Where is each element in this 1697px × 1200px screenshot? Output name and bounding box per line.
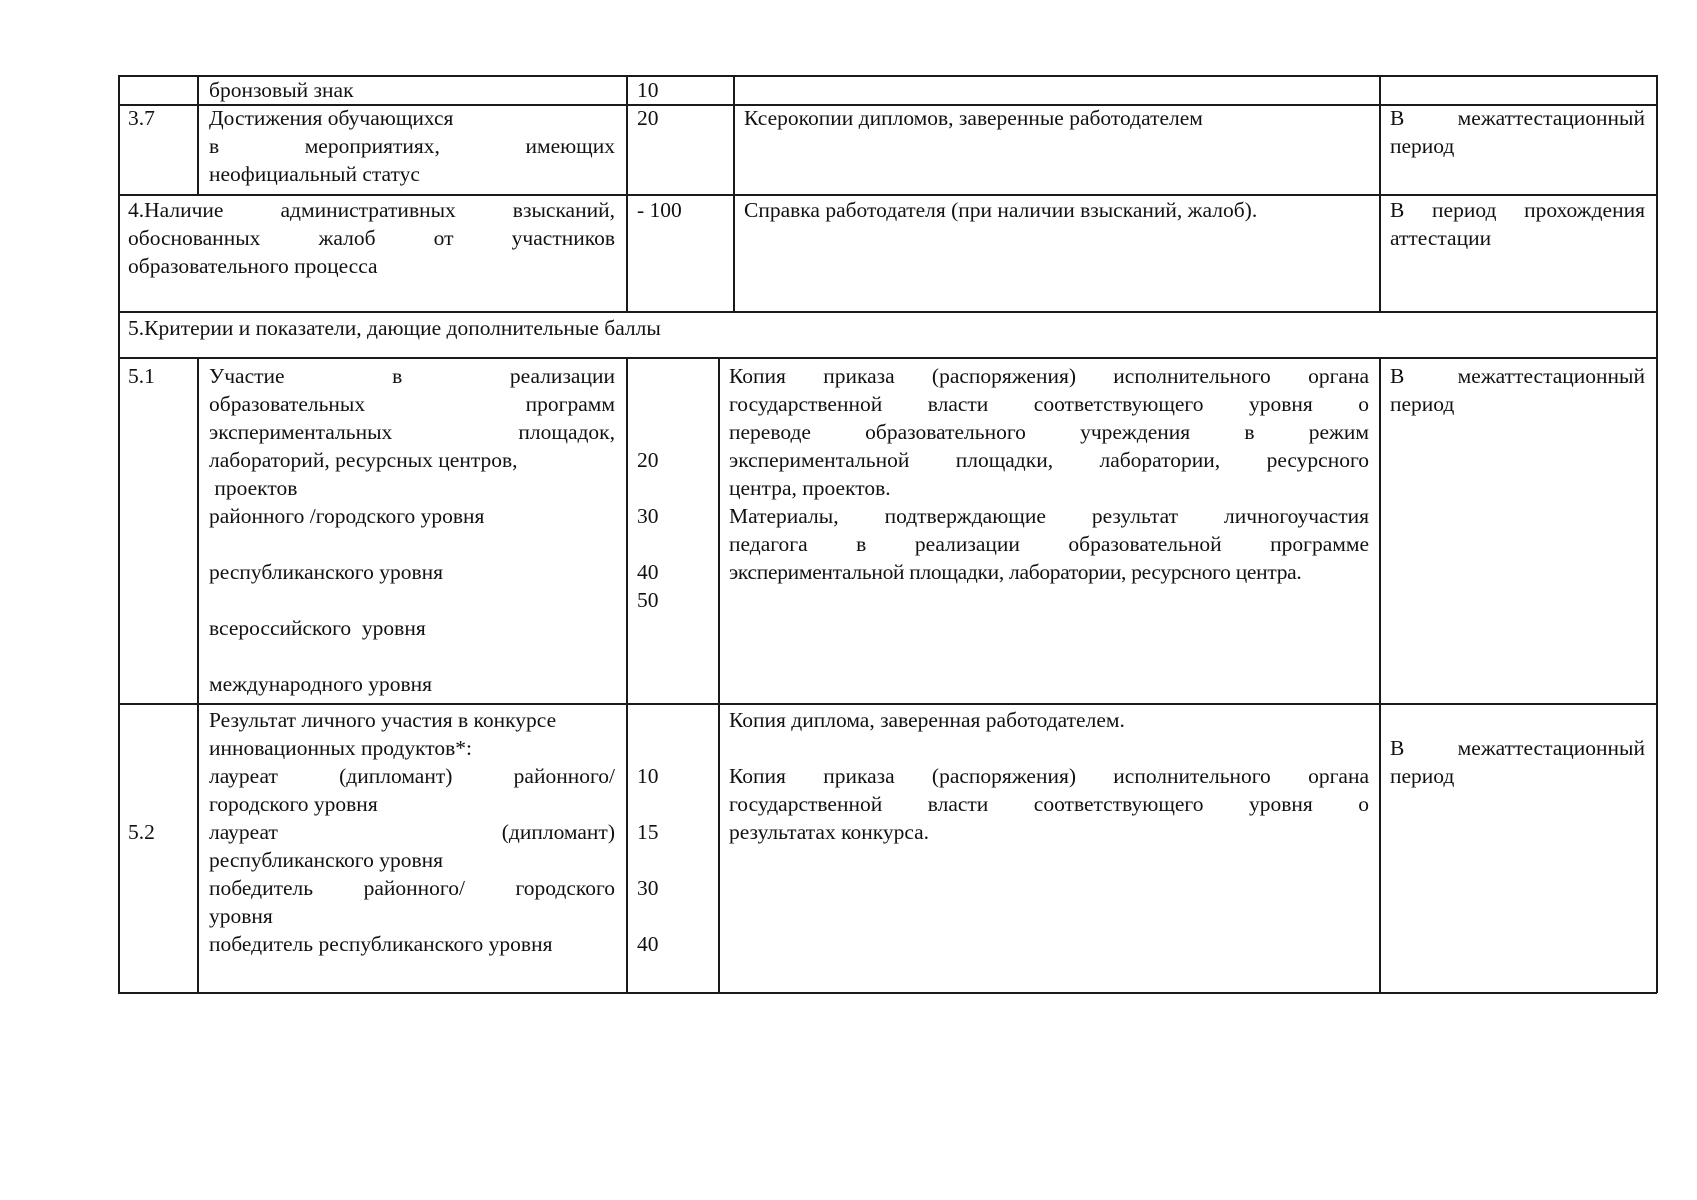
criterion-line: Результат личного участия в конкурсе — [209, 708, 557, 732]
cell-points: 10 — [637, 78, 659, 102]
criterion-line: Достижения обучающихся — [209, 106, 454, 130]
cell-evidence: Справка работодателя (при наличии взысканий, жалоб). — [744, 198, 1258, 222]
table-border — [197, 75, 199, 195]
criterion-line: всероссийского уровня — [209, 616, 426, 640]
cell-evidence — [729, 706, 1369, 846]
criterion-line: международного уровня — [209, 672, 433, 696]
cell-evidence — [729, 362, 1369, 586]
criterion-line: республиканского уровня — [209, 560, 444, 584]
criterion-line: городского уровня — [209, 792, 378, 816]
cell-period — [1390, 734, 1645, 790]
evidence-line: государственной власти соответствующего уровня о — [729, 392, 1369, 416]
period-line: В межаттестационный — [1390, 106, 1645, 130]
criterion-line: уровня — [209, 904, 273, 928]
criterion-line: Участие в реализации — [209, 364, 615, 388]
cell-number: 5.1 — [128, 364, 155, 388]
criterion-line — [209, 530, 615, 558]
table-border — [1656, 75, 1658, 993]
evidence-line: результатах конкурса. — [729, 820, 930, 844]
cell-criterion: бронзовый знак — [209, 78, 354, 102]
criterion-line: республиканского уровня — [209, 848, 444, 872]
evidence-line: государственной власти соответствующего уровня о — [729, 792, 1369, 816]
criterion-line — [209, 586, 615, 614]
criterion-line: победитель республиканского уровня — [209, 932, 553, 956]
cell-period — [1390, 196, 1645, 252]
criterion-line: в мероприятиях, имеющих — [209, 134, 615, 158]
cell-points: - 100 — [637, 198, 682, 222]
section-header: 5.Критерии и показатели, дающие дополнительные баллы — [128, 316, 661, 340]
period-line: период — [1390, 134, 1455, 158]
evidence-line: Копия приказа (распоряжения) исполнительного органа — [729, 764, 1369, 788]
table-border — [118, 992, 1657, 994]
table-border — [626, 357, 628, 993]
criterion-line: лабораторий, ресурсных центров, — [209, 448, 518, 472]
cell-criterion — [209, 706, 615, 958]
table-border — [118, 311, 1657, 313]
evidence-line: Копия приказа (распоряжения) исполнительного органа — [729, 364, 1369, 388]
evidence-line: переводе образовательного учреждения в режим — [729, 420, 1369, 444]
table-border — [1379, 75, 1381, 312]
criterion-line: неофициальный статус — [209, 162, 420, 186]
cell-points: 30 — [637, 504, 659, 528]
cell-number: 3.7 — [128, 106, 155, 130]
table-border — [718, 357, 720, 993]
cell-criterion — [209, 362, 615, 698]
criterion-line: инновационных продуктов*: — [209, 736, 472, 760]
cell-points: 50 — [637, 588, 659, 612]
table-border — [626, 75, 628, 312]
table-border — [733, 75, 735, 312]
table-border — [118, 357, 1657, 359]
cell-period — [1390, 362, 1645, 418]
criterion-line: лауреат (дипломант) — [209, 820, 615, 844]
table-border — [197, 357, 199, 993]
criterion-line: образовательных программ — [209, 392, 615, 416]
cell-points: 10 — [637, 764, 659, 788]
evidence-line — [729, 734, 1369, 762]
criterion-line: обоснованных жалоб от участников — [128, 226, 615, 250]
criterion-line: 4.Наличие административных взысканий, — [128, 198, 615, 222]
evidence-line: педагога в реализации образовательной программе — [729, 532, 1369, 556]
cell-points: 20 — [637, 106, 659, 130]
cell-criterion — [209, 104, 615, 188]
evidence-line: центра, проектов. — [729, 476, 891, 500]
evidence-line: экспериментальной площадки, лаборатории, ресурсного — [729, 448, 1369, 472]
criterion-line: проектов — [209, 476, 298, 500]
cell-number: 5.2 — [128, 820, 155, 844]
period-line: период — [1390, 764, 1455, 788]
evidence-line: экспериментальной площадки, лаборатории, ресурсного центра. — [729, 560, 1302, 584]
evidence-line: Копия диплома, заверенная работодателем. — [729, 708, 1125, 732]
criterion-line: победитель районного/ городского — [209, 876, 615, 900]
table-border — [118, 75, 120, 993]
period-line: В межаттестационный — [1390, 736, 1645, 760]
criterion-line: лауреат (дипломант) районного/ — [209, 764, 615, 788]
criterion-line: экспериментальных площадок, — [209, 420, 615, 444]
cell-points: 40 — [637, 932, 659, 956]
criterion-line: районного /городского уровня — [209, 504, 485, 528]
cell-criterion — [128, 196, 615, 280]
period-line: аттестации — [1390, 226, 1492, 250]
cell-points: 40 — [637, 560, 659, 584]
cell-points: 20 — [637, 448, 659, 472]
criterion-line: образовательного процесса — [128, 254, 378, 278]
cell-points: 15 — [637, 820, 659, 844]
period-line: В межаттестационный — [1390, 364, 1645, 388]
cell-period — [1390, 104, 1645, 160]
table-border — [118, 703, 1657, 705]
criterion-line — [209, 642, 615, 670]
table-border — [1379, 357, 1381, 993]
cell-evidence: Ксерокопии дипломов, заверенные работодателем — [744, 106, 1203, 130]
period-line: период — [1390, 392, 1455, 416]
evidence-line: Материалы, подтверждающие результат личногоучастия — [729, 504, 1369, 528]
cell-points: 30 — [637, 876, 659, 900]
period-line: В период прохождения — [1390, 198, 1645, 222]
